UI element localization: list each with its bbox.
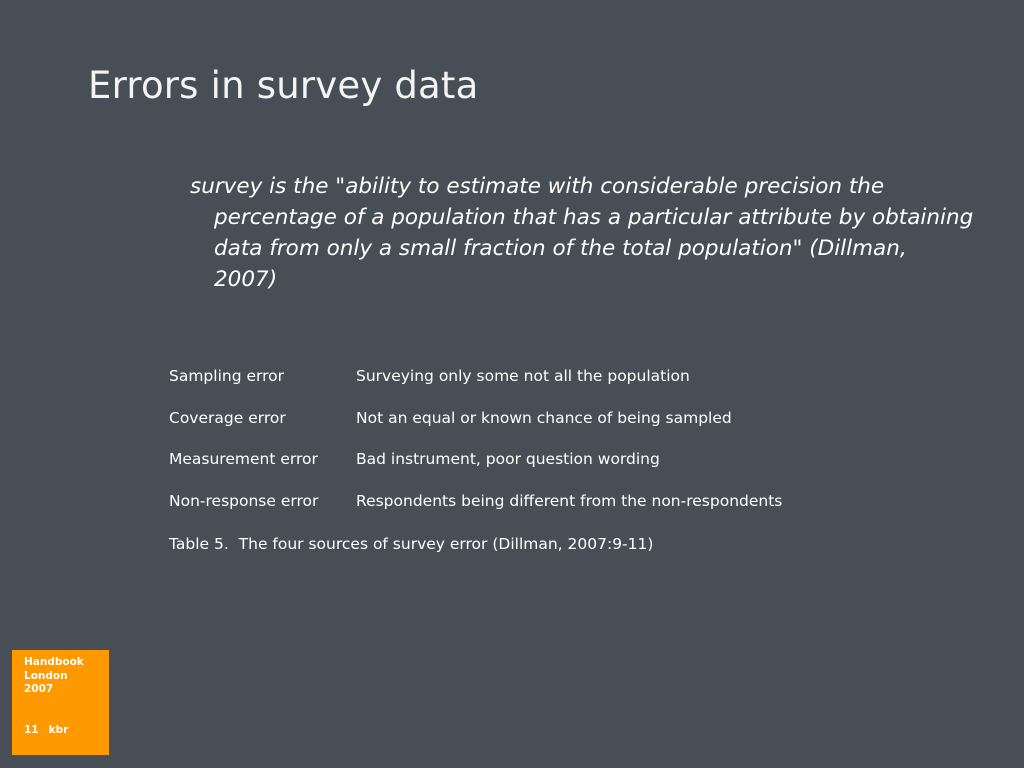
handbook-badge (12, 650, 109, 755)
slide-title: Errors in survey data (88, 64, 479, 107)
error-description-cell: Not an equal or known chance of being sampled (356, 408, 732, 427)
badge-footer (24, 724, 68, 738)
badge-line-handbook: Handbook (24, 656, 84, 668)
error-description-cell: Respondents being different from the non-respondents (356, 491, 783, 510)
error-description-cell: Surveying only some not all the population (356, 367, 690, 385)
error-type-cell: Sampling error (169, 367, 285, 385)
author-initials: kbr (48, 724, 69, 736)
table-row (169, 367, 782, 409)
quote-text: survey is the "ability to estimate with considerable precision the percentage of a population that has a particular attribute by obtaining data from only a small fraction of the total population" (Dillman, 2007) (190, 174, 974, 292)
error-description-cell: Bad instrument, poor question wording (356, 450, 660, 468)
error-type-cell: Non-response error (169, 491, 319, 510)
badge-line-year: 2007 (24, 683, 54, 695)
table-row (169, 450, 782, 492)
error-sources-table (169, 367, 782, 533)
table-row (169, 492, 782, 534)
slide-number: 11 (24, 724, 39, 736)
table-caption: Table 5. The four sources of survey error (Dillman, 2007:9-11) (169, 535, 654, 553)
error-type-cell: Measurement error (169, 450, 318, 468)
badge-line-location: London (24, 669, 68, 682)
error-type-cell: Coverage error (169, 408, 286, 427)
table-row (169, 409, 782, 451)
